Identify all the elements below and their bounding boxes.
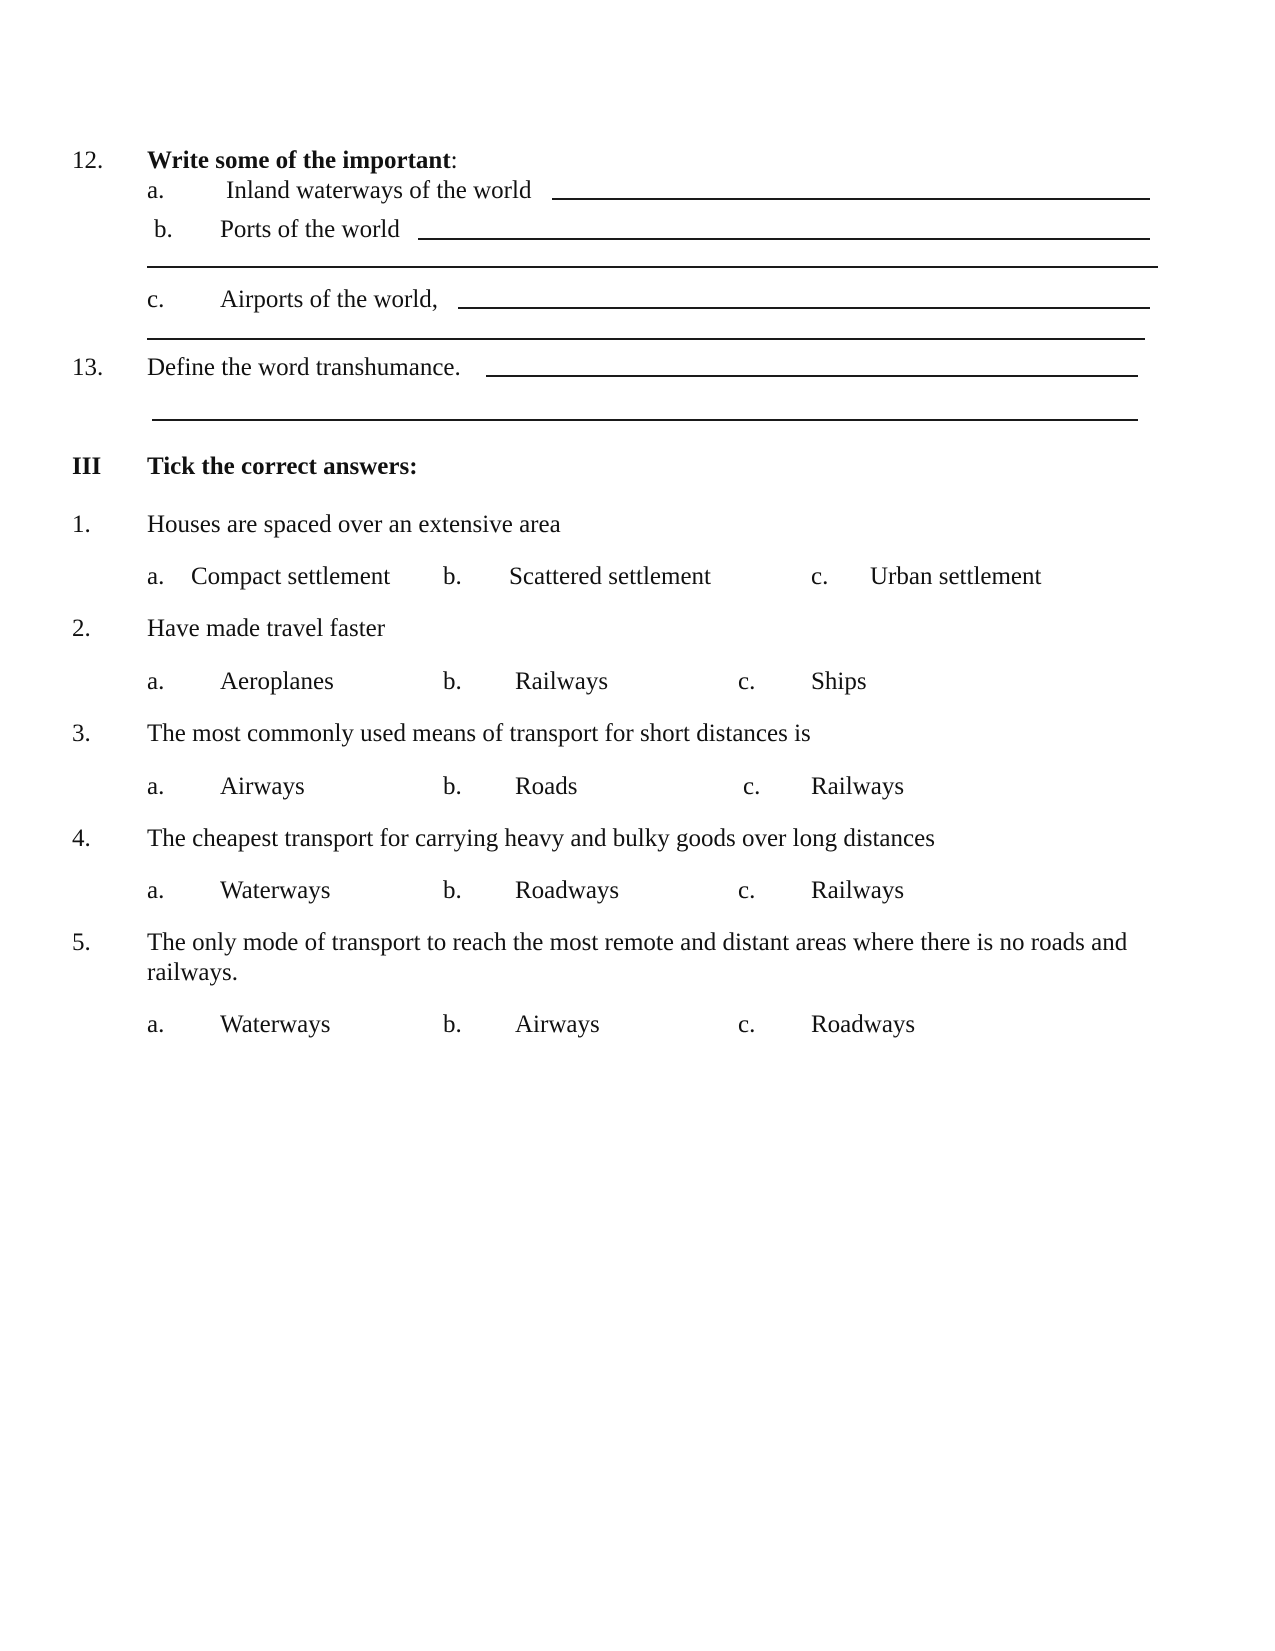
mcq2-text: Have made travel faster	[147, 615, 386, 642]
mcq2-number: 2.	[72, 615, 91, 642]
q12c-answer-line[interactable]	[458, 307, 1150, 309]
mcq1-text: Houses are spaced over an extensive area	[147, 511, 561, 538]
mcq1-option-b[interactable]: Scattered settlement	[509, 563, 712, 590]
mcq5-option-a[interactable]: Waterways	[220, 1011, 331, 1038]
mcq4-option-b[interactable]: Roadways	[515, 877, 620, 904]
q12-number: 12.	[72, 147, 104, 174]
q12a-answer-line[interactable]	[552, 198, 1150, 200]
mcq3-option-c[interactable]: Railways	[811, 773, 905, 800]
mcq1-option-c-letter: c.	[811, 563, 829, 590]
mcq5-option-c-letter: c.	[738, 1011, 756, 1038]
q12b-text: Ports of the world	[220, 216, 400, 243]
mcq3-option-b-letter: b.	[443, 773, 462, 800]
q12c-letter: c.	[147, 286, 165, 313]
q12-title-colon: :	[450, 147, 458, 174]
q12c-answer-line-2[interactable]	[147, 338, 1145, 340]
mcq5-option-a-letter: a.	[147, 1011, 165, 1038]
section3-title: Tick the correct answers:	[147, 453, 418, 480]
q12-title	[147, 148, 458, 173]
q12b-answer-line-2[interactable]	[147, 266, 1158, 268]
mcq4-option-c-letter: c.	[738, 877, 756, 904]
q12-title-text: Write some of the important	[147, 147, 451, 174]
mcq3-option-c-letter: c.	[743, 773, 761, 800]
q12a-text: Inland waterways of the world	[226, 177, 532, 204]
mcq2-option-b-letter: b.	[443, 668, 462, 695]
q13-number: 13.	[72, 354, 104, 381]
mcq1-option-c[interactable]: Urban settlement	[870, 563, 1042, 590]
section3-number: III	[72, 453, 102, 480]
mcq3-number: 3.	[72, 720, 91, 747]
mcq5-option-b[interactable]: Airways	[515, 1011, 600, 1038]
mcq5-option-c[interactable]: Roadways	[811, 1011, 916, 1038]
q12b-letter: b.	[154, 216, 173, 243]
mcq5-text: The only mode of transport to reach the most remote and distant areas where there is no roads and	[147, 929, 1128, 956]
mcq4-option-c[interactable]: Railways	[811, 877, 905, 904]
mcq1-option-a[interactable]: Compact settlement	[191, 563, 391, 590]
mcq4-option-b-letter: b.	[443, 877, 462, 904]
mcq3-option-a[interactable]: Airways	[220, 773, 305, 800]
mcq1-option-a-letter: a.	[147, 563, 165, 590]
mcq2-option-a-letter: a.	[147, 668, 165, 695]
mcq4-option-a[interactable]: Waterways	[220, 877, 331, 904]
q13-answer-line[interactable]	[486, 375, 1138, 377]
mcq1-option-b-letter: b.	[443, 563, 462, 590]
mcq5-number: 5.	[72, 929, 91, 956]
mcq2-option-c-letter: c.	[738, 668, 756, 695]
q12a-letter: a.	[147, 177, 165, 204]
mcq4-option-a-letter: a.	[147, 877, 165, 904]
q12c-text: Airports of the world,	[220, 286, 439, 313]
q13-answer-line-2[interactable]	[152, 419, 1138, 421]
mcq2-option-b[interactable]: Railways	[515, 668, 609, 695]
mcq4-text: The cheapest transport for carrying heavy and bulky goods over long distances	[147, 825, 935, 852]
mcq2-option-c[interactable]: Ships	[811, 668, 867, 695]
mcq5-option-b-letter: b.	[443, 1011, 462, 1038]
q12b-answer-line[interactable]	[418, 238, 1150, 240]
mcq3-option-a-letter: a.	[147, 773, 165, 800]
mcq4-number: 4.	[72, 825, 91, 852]
mcq3-text: The most commonly used means of transport for short distances is	[147, 720, 811, 747]
mcq5-text-continued: railways.	[147, 959, 238, 986]
mcq3-option-b[interactable]: Roads	[515, 773, 578, 800]
mcq1-number: 1.	[72, 511, 91, 538]
mcq2-option-a[interactable]: Aeroplanes	[220, 668, 334, 695]
q13-text: Define the word transhumance.	[147, 354, 461, 381]
